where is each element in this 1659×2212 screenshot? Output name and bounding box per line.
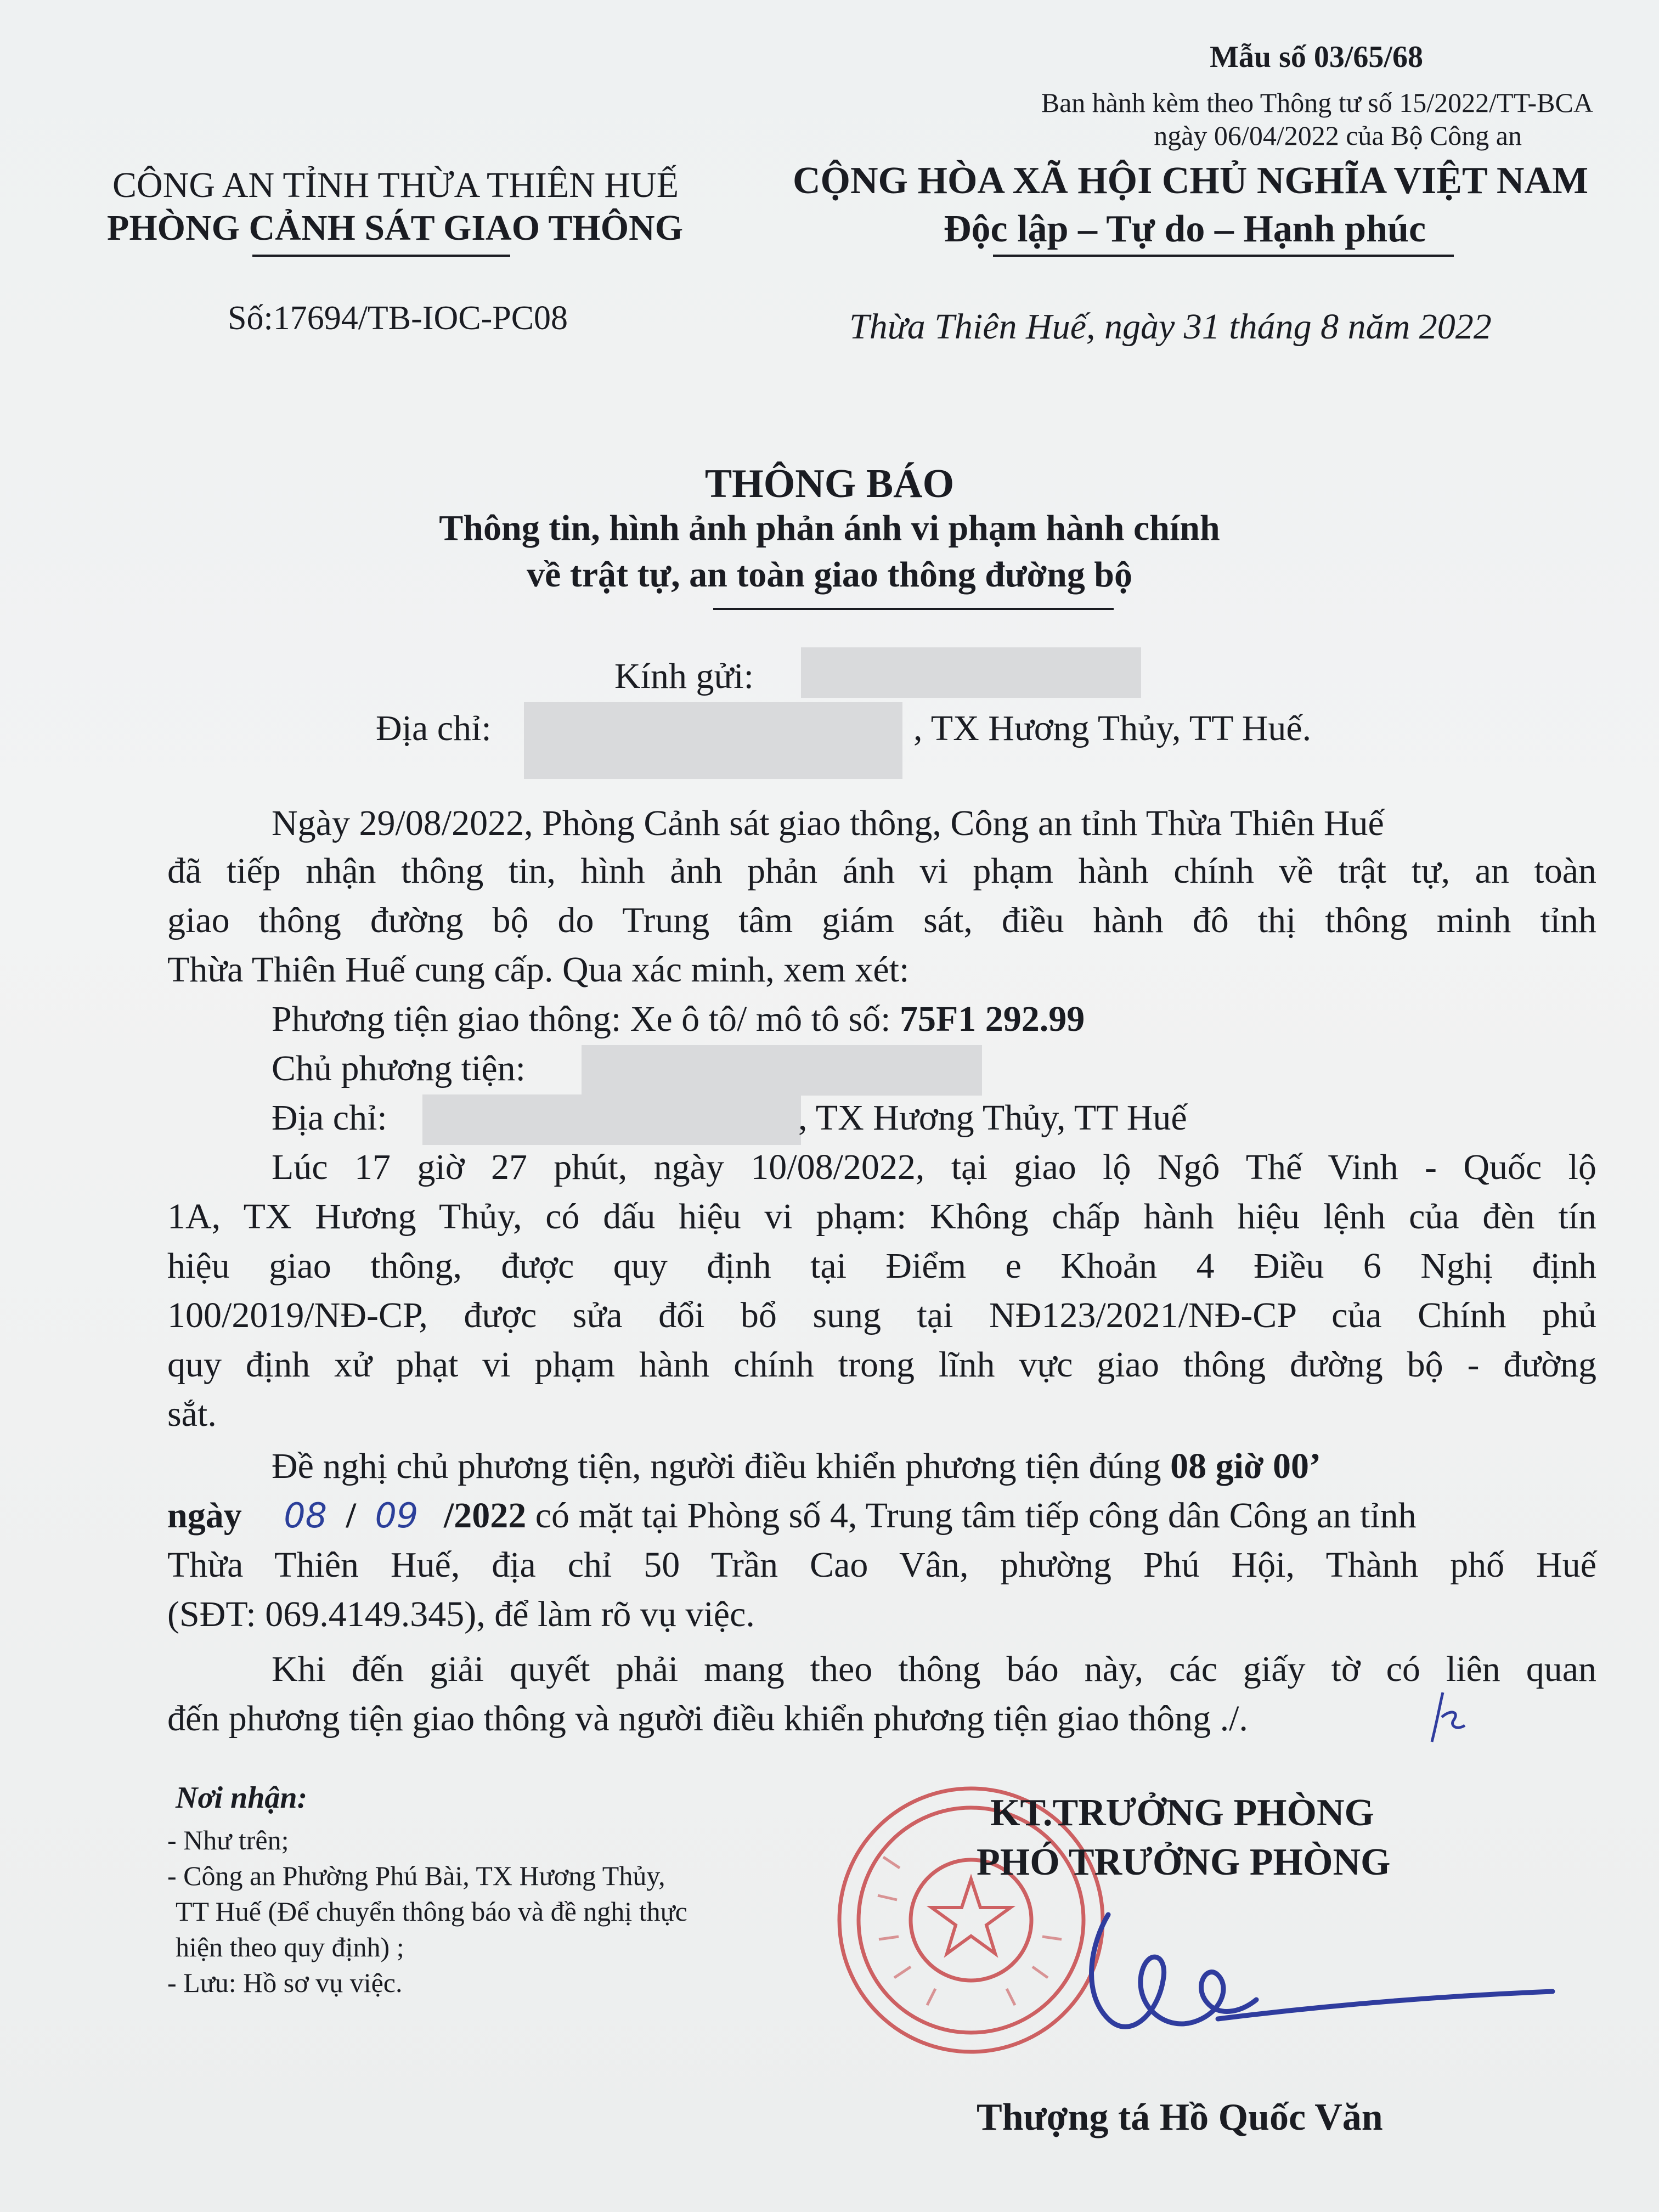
body-p4-line2: đến phương tiện giao thông và người điều khiển phương tiện giao thông ./. [167,1699,1248,1739]
body-p1-line2: đã tiếp nhận thông tin, hình ảnh phản ánh vi phạm hành chính về trật tự, an toàn [167,851,1596,891]
org-underline [252,255,510,257]
owner-label: Chủ phương tiện: [272,1048,526,1088]
redacted-recipient-address [524,702,902,779]
address-label: Địa chỉ: [376,708,492,748]
form-issued-line1: Ban hành kèm theo Thông tư số 15/2022/TT-BCA [1041,87,1593,118]
body-p2-line5: quy định xử phạt vi phạm hành chính trong lĩnh vực giao thông đường bộ - đường [167,1345,1596,1385]
body-p2-line4: 100/2019/NĐ-CP, được sửa đổi bổ sung tại NĐ123/2021/NĐ-CP của Chính phủ [167,1295,1596,1335]
body-p4-line1: Khi đến giải quyết phải mang theo thông báo này, các giấy tờ có liên quan [272,1649,1596,1689]
body-p2-line2: 1A, TX Hương Thủy, có dấu hiệu vi phạm: Không chấp hành hiệu lệnh của đèn tín [167,1197,1596,1237]
body-p2-line6: sắt. [167,1394,217,1434]
signer-title-line1: KT.TRƯỞNG PHÒNG [990,1792,1374,1834]
recipients-title: Nơi nhận: [176,1781,308,1815]
org-name: PHÒNG CẢNH SÁT GIAO THÔNG [107,208,684,248]
appointment-time: 08 giờ 00’ [1170,1446,1322,1486]
body-p3-line2 [167,1498,1417,1534]
redacted-owner-name [582,1045,982,1096]
handwritten-initial-mark [1426,1687,1470,1747]
handwritten-day: 08 [284,1496,328,1536]
body-p3-line4: (SĐT: 069.4149.345), để làm rõ vụ việc. [167,1594,755,1634]
body-p1-line1: Ngày 29/08/2022, Phòng Cảnh sát giao thông, Công an tỉnh Thừa Thiên Huế [272,803,1384,843]
form-issued-line2: ngày 06/04/2022 của Bộ Công an [1154,120,1522,151]
address-suffix: , TX Hương Thủy, TT Huế. [913,708,1312,748]
appointment-day-label: ngày [167,1496,242,1536]
org-parent: CÔNG AN TỈNH THỪA THIÊN HUẾ [112,165,679,205]
to-label: Kính gửi: [614,656,754,696]
signer-title-line2: PHÓ TRƯỞNG PHÒNG [977,1841,1391,1883]
redacted-recipient-name [801,647,1141,698]
handwritten-month: 09 [375,1496,419,1536]
doc-number: Số:17694/TB-IOC-PC08 [228,300,568,337]
body-p1-line3: giao thông đường bộ do Trung tâm giám sát, điều hành đô thị thông minh tỉnh [167,900,1596,940]
recipient-item: TT Huế (Để chuyển thông báo và đề nghị thực [176,1896,687,1927]
recipient-item: - Công an Phường Phú Bài, TX Hương Thủy, [167,1860,665,1891]
redacted-owner-address [422,1094,801,1145]
body-p1-line4: Thừa Thiên Huế cung cấp. Qua xác minh, xem xét: [167,950,910,990]
body-p2-line3: hiệu giao thông, được quy định tại Điểm e Khoản 4 Điều 6 Nghị định [167,1246,1596,1286]
owner-address-suffix: , TX Hương Thủy, TT Huế [798,1098,1187,1138]
recipient-item: - Lưu: Hồ sơ vụ việc. [167,1967,403,1998]
form-code: Mẫu số 03/65/68 [1210,40,1423,74]
motto-underline [993,255,1454,257]
recipient-item: - Như trên; [167,1825,289,1855]
handwritten-signature [1075,1882,1569,2063]
body-p3-line3: Thừa Thiên Huế, địa chỉ 50 Trần Cao Vân, phường Phú Hội, Thành phố Huế [167,1545,1596,1585]
subtitle-underline [713,608,1114,610]
body-p3-line2-text: có mặt tại Phòng số 4, Trung tâm tiếp công dân Công an tỉnh [526,1496,1417,1536]
date-separator: / [346,1496,356,1536]
body-p3-line1-text: Đề nghị chủ phương tiện, người điều khiển phương tiện đúng [272,1446,1171,1486]
recipient-item: hiện theo quy định) ; [176,1932,404,1962]
country-name: CỘNG HÒA XÃ HỘI CHỦ NGHĨA VIỆT NAM [793,160,1589,202]
document-subtitle-line2: về trật tự, an toàn giao thông đường bộ [526,555,1133,595]
place-date: Thừa Thiên Huế, ngày 31 tháng 8 năm 2022 [849,307,1492,347]
owner-address-label: Địa chỉ: [272,1098,387,1138]
national-motto: Độc lập – Tự do – Hạnh phúc [944,208,1426,250]
document-subtitle-line1: Thông tin, hình ảnh phản ánh vi phạm hành chính [439,508,1220,548]
signer-name: Thượng tá Hồ Quốc Văn [977,2096,1383,2138]
vehicle-line [272,1001,1085,1037]
document-title: THÔNG BÁO [704,461,955,506]
vehicle-plate: 75F1 292.99 [899,999,1085,1039]
appointment-year: /2022 [443,1496,527,1536]
body-p2-line1: Lúc 17 giờ 27 phút, ngày 10/08/2022, tại giao lộ Ngô Thế Vinh - Quốc lộ [272,1147,1596,1187]
vehicle-label: Phương tiện giao thông: Xe ô tô/ mô tô số: [272,999,900,1039]
body-p3-line1 [272,1448,1321,1485]
